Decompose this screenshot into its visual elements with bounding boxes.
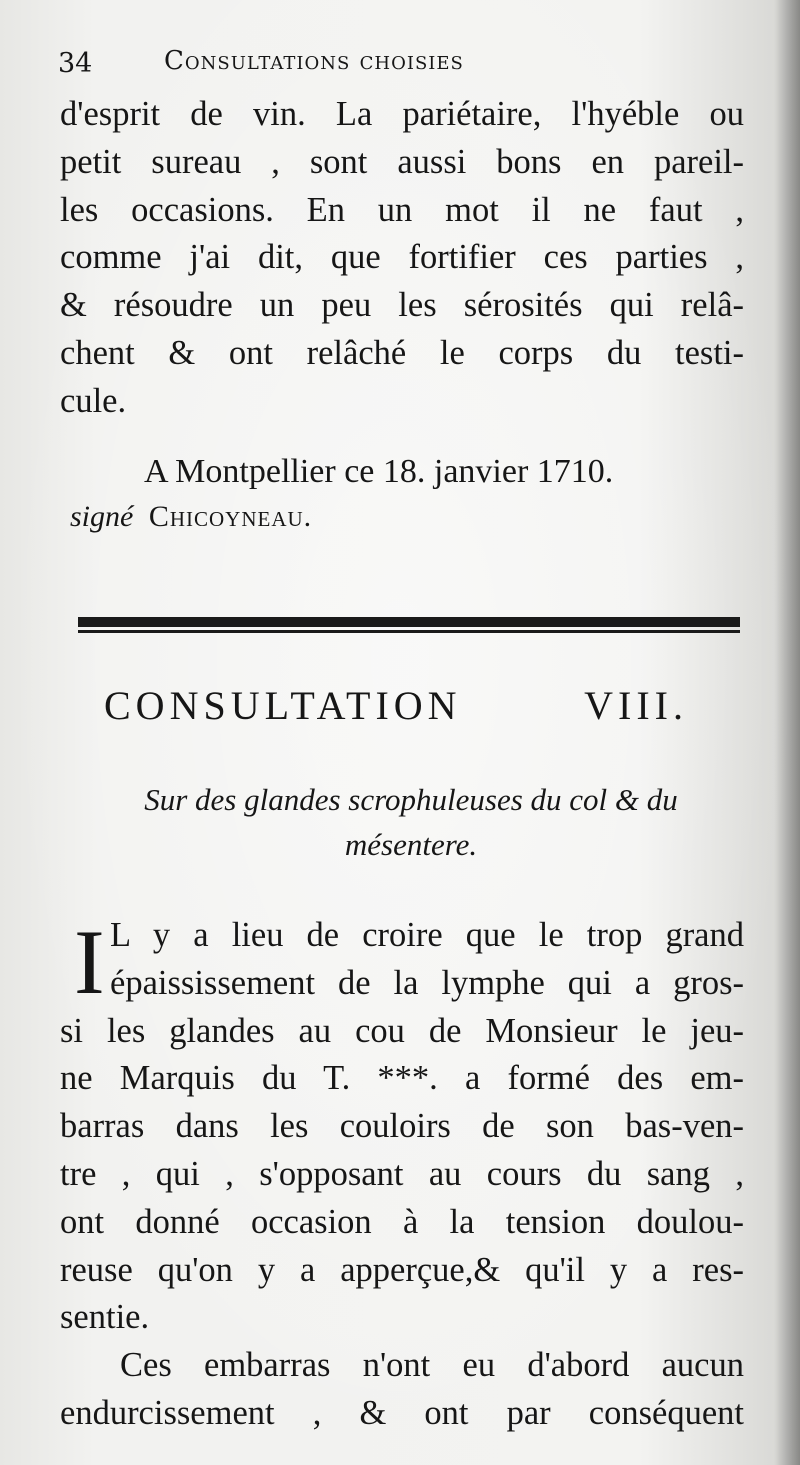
body-paragraph-1 xyxy=(60,912,744,1438)
text-line: Ces embarras n'ont eu d'abord aucun xyxy=(120,1346,744,1385)
text-line: ne Marquis du T. ***. a formé des em- xyxy=(60,1059,744,1098)
text-line: si les glandes au cou de Monsieur le jeu- xyxy=(60,1011,744,1050)
text-line: épaississement de la lymphe qui a gros- xyxy=(110,963,744,1002)
text-line: ont donné occasion à la tension doulou- xyxy=(60,1202,744,1241)
text-line: sentie. xyxy=(60,1298,150,1337)
text-line: d'esprit de vin. La pariétaire, l'hyéble ou xyxy=(60,95,744,133)
page-number: 34 xyxy=(58,48,93,79)
signature-label: signé xyxy=(70,500,134,533)
continuation-paragraph xyxy=(60,91,744,426)
running-title: Consultations choisies xyxy=(164,46,464,76)
text-line: endurcissement , & ont par conséquent xyxy=(60,1393,744,1432)
consultation-subtitle xyxy=(80,777,742,867)
text-line: L y a lieu de croire que le trop grand xyxy=(110,916,744,954)
signature xyxy=(70,500,312,534)
text-line: tre , qui , s'opposant au cours du sang , xyxy=(60,1154,744,1193)
divider-thin-rule xyxy=(78,630,740,633)
text-line: comme j'ai dit, que fortifier ces parties , xyxy=(60,238,744,277)
text-line: & résoudre un peu les sérosités qui relâ- xyxy=(60,286,744,325)
text-line: reuse qu'on y a apperçue,& qu'il y a res- xyxy=(60,1250,744,1289)
subtitle-line: mésentere. xyxy=(344,827,478,862)
dateline: A Montpellier ce 18. janvier 1710. xyxy=(144,453,614,490)
divider-thick-rule xyxy=(78,617,740,627)
section-divider xyxy=(78,617,740,633)
running-header xyxy=(58,44,740,84)
signature-name: Chicoyneau. xyxy=(148,500,313,533)
subtitle-line: Sur des glandes scrophuleuses du col & du xyxy=(144,782,678,817)
drop-cap: I xyxy=(74,911,105,1013)
text-line: cule. xyxy=(60,381,127,420)
text-line: chent & ont relâché le corps du testi- xyxy=(60,333,744,372)
text-line: les occasions. En un mot il ne faut , xyxy=(60,190,744,229)
text-line: barras dans les couloirs de son bas-ven- xyxy=(60,1107,744,1146)
consultation-heading: CONSULTATION VIII. xyxy=(104,683,688,728)
text-line: petit sureau , sont aussi bons en pareil- xyxy=(60,142,744,181)
